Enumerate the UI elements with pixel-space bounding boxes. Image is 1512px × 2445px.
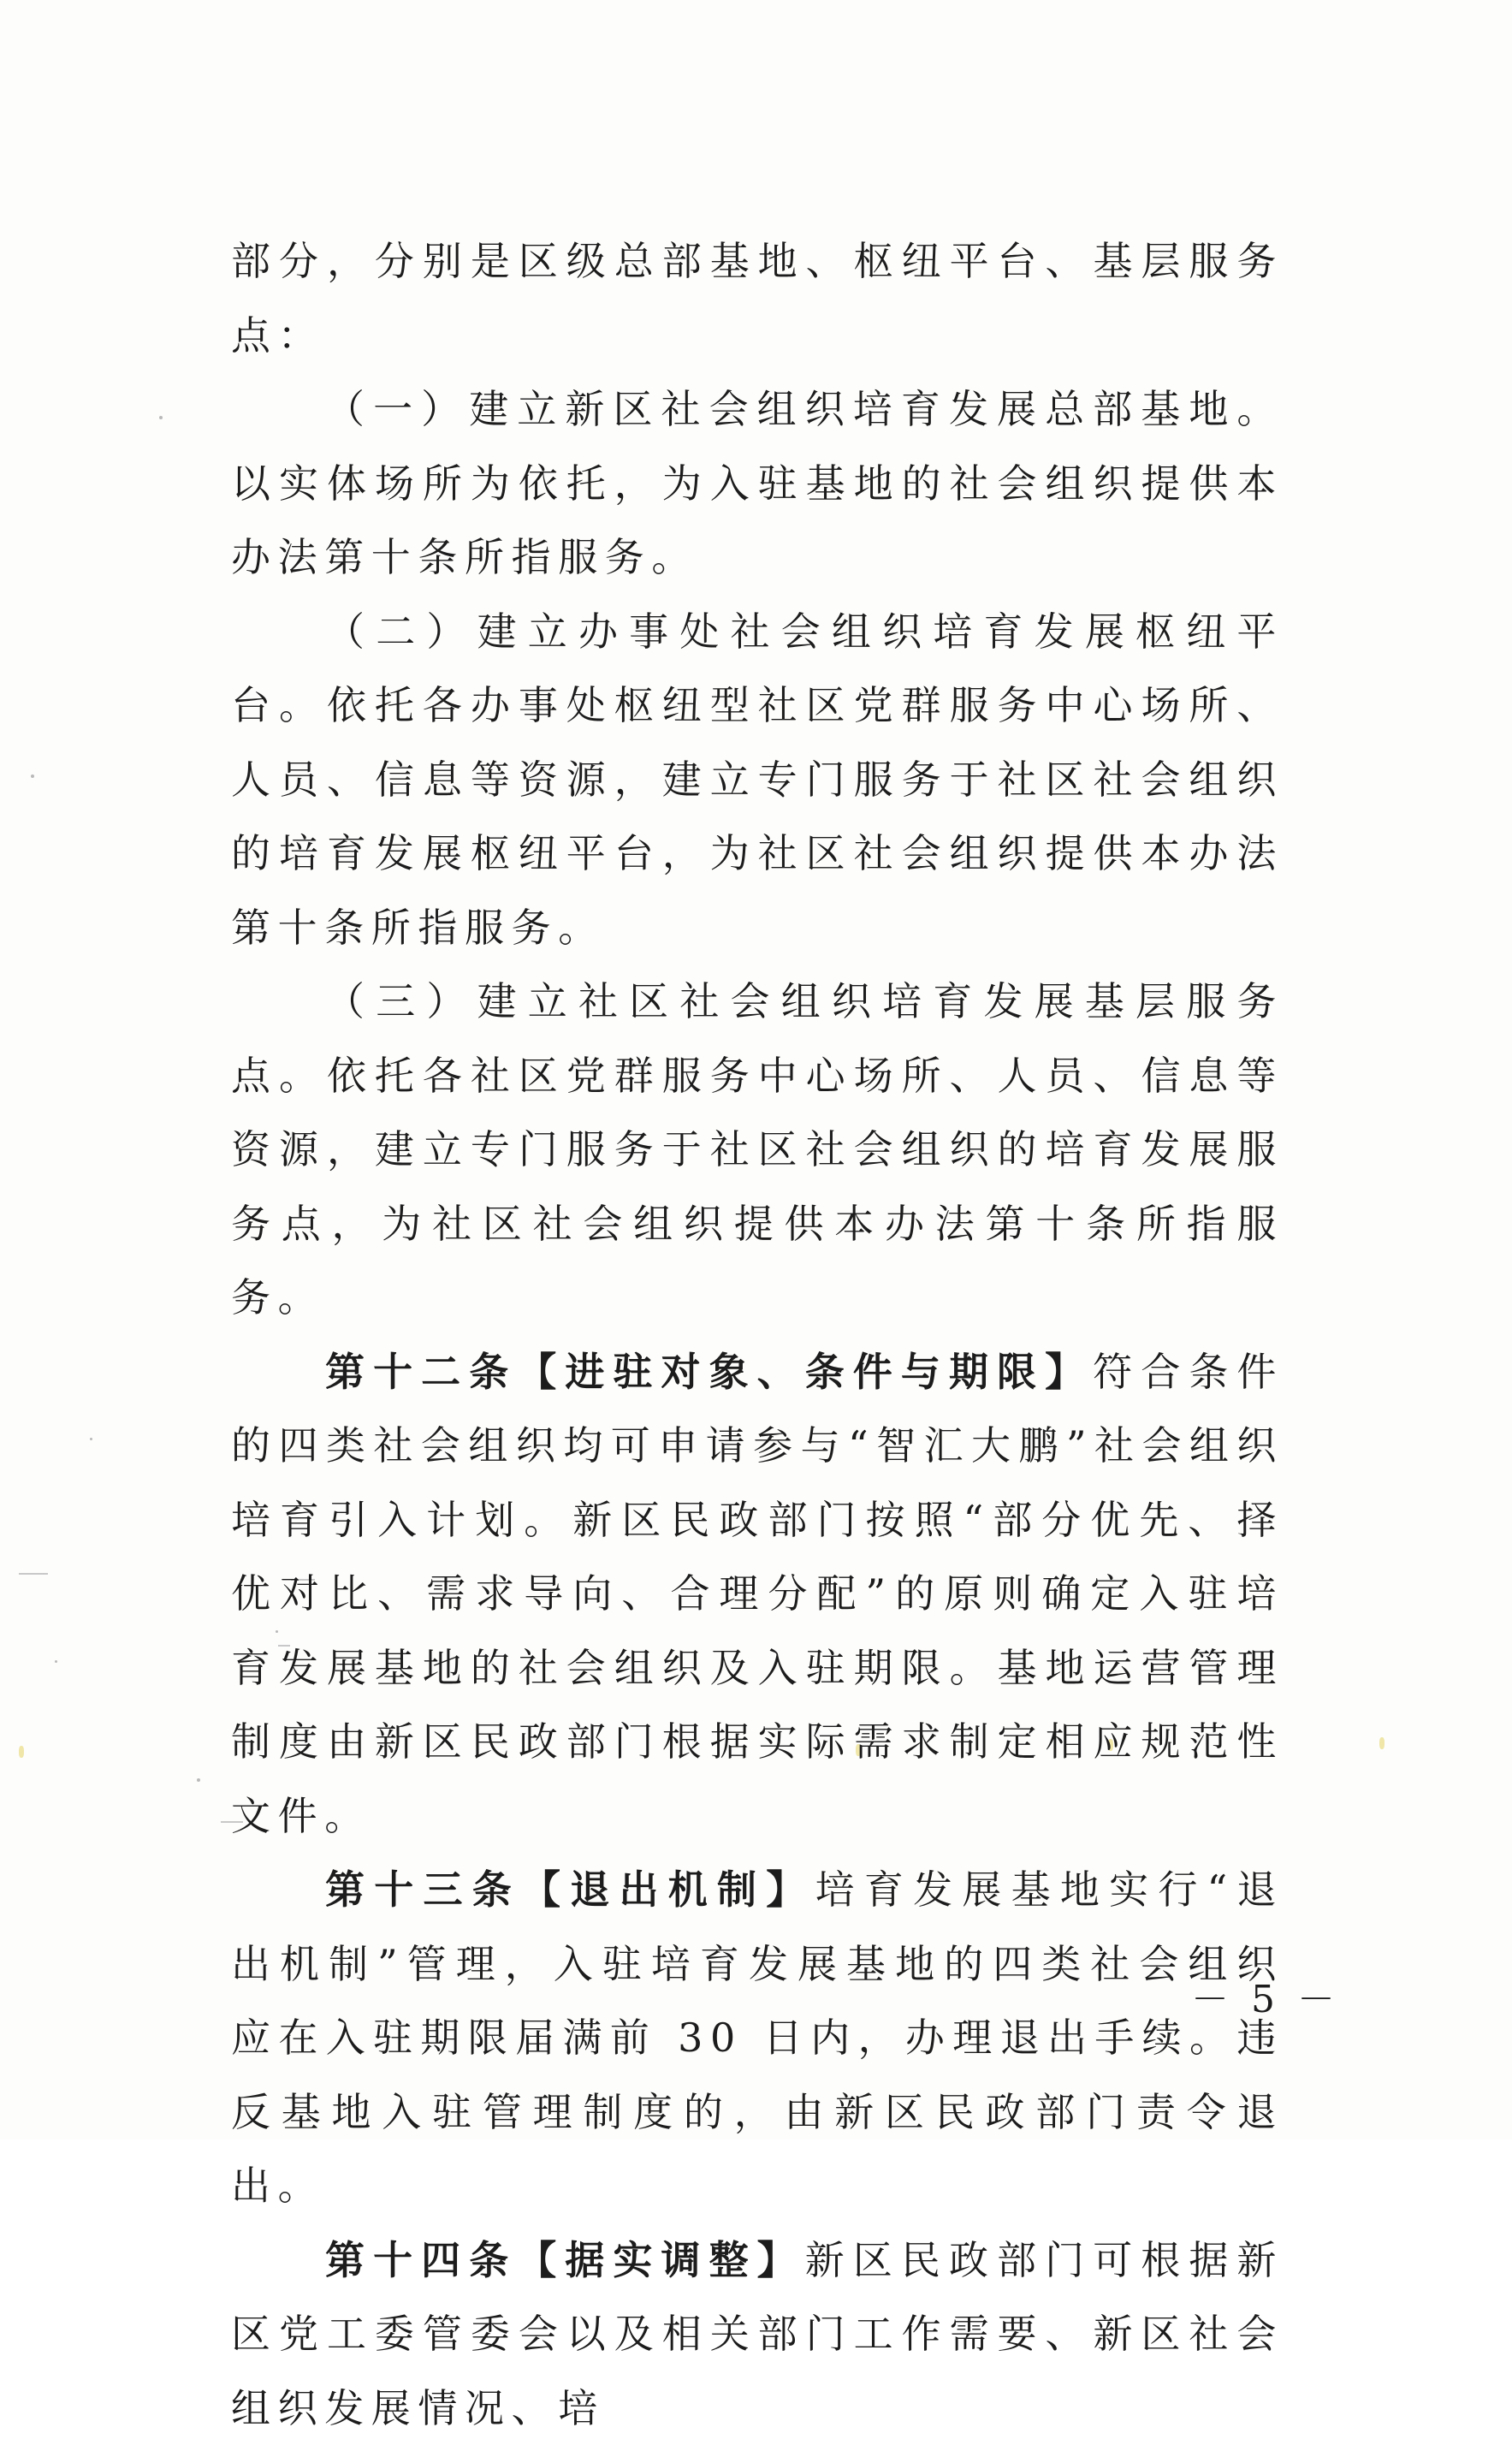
scan-speck (55, 1660, 57, 1663)
paragraph-item-3: （三）建立社区社会组织培育发展基层服务点。依托各社区党群服务中心场所、人员、信息等资源，建立专门服务于社区社会组织的培育发展服务点，为社区社会组织提供本办法第十条所指服务。 (231, 964, 1284, 1335)
article-12-heading: 第十二条【进驻对象、条件与期限】 (325, 1349, 1093, 1395)
article-14-text: 新区民政部门可根据新区党工委管委会以及相关部门工作需要、新区社会组织发展情况、培 (231, 2237, 1284, 2431)
scan-speck (197, 1778, 200, 1782)
article-14-heading: 第十四条【据实调整】 (325, 2237, 805, 2283)
paragraph-item-1: （一）建立新区社会组织培育发展总部基地。以实体场所为依托，为入驻基地的社会组织提供本办法第十条所指服务。 (231, 372, 1284, 595)
scan-speck (31, 774, 34, 778)
scan-speck (159, 416, 163, 419)
article-12-text: 符合条件的四类社会组织均可申请参与“智汇大鹏”社会组织培育引入计划。新区民政部门按照“部分优先、择优对比、需求导向、合理分配”的原则确定入驻培育发展基地的社会组织及入驻期限。基地运营管理制度由新区民政部门根据实际需求制定相应规范性文件。 (231, 1349, 1284, 1839)
paragraph-continuation: 部分，分别是区级总部基地、枢纽平台、基层服务点： (231, 224, 1284, 372)
document-body (231, 224, 1284, 2445)
article-14 (231, 2223, 1284, 2445)
article-13-heading: 第十三条【退出机制】 (325, 1866, 815, 1913)
scan-speck (19, 1746, 24, 1758)
article-13 (231, 1853, 1284, 2223)
article-12 (231, 1335, 1284, 1854)
article-13-text: 培育发展基地实行“退出机制”管理，入驻培育发展基地的四类社会组织应在入驻期限届满前 30 日内，办理退出手续。违反基地入驻管理制度的，由新区民政部门责令退出。 (231, 1866, 1284, 2209)
scan-speck (1379, 1737, 1385, 1749)
page-number: － 5 － (1191, 1968, 1340, 2023)
scan-speck (90, 1438, 92, 1440)
scan-mark (19, 1573, 48, 1575)
paragraph-item-2: （二）建立办事处社会组织培育发展枢纽平台。依托各办事处枢纽型社区党群服务中心场所、人员、信息等资源，建立专门服务于社区社会组织的培育发展枢纽平台，为社区社会组织提供本办法第十条所指服务。 (231, 595, 1284, 965)
